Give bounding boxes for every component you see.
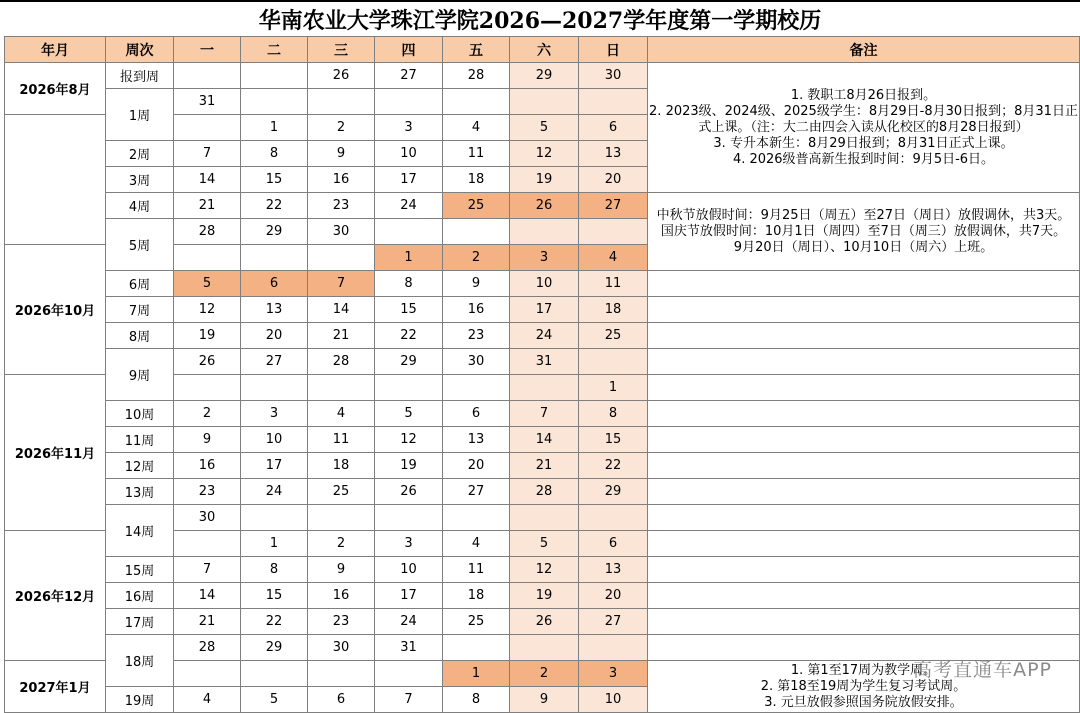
day-cell: 30 [174,505,241,531]
week-cell: 17周 [106,609,174,635]
week-cell: 1周 [106,89,174,141]
table-row [5,349,1080,375]
day-cell: 2 [443,245,510,271]
day-cell: 8 [579,401,648,427]
day-cell [443,89,510,115]
day-cell: 21 [174,193,241,219]
day-cell: 1 [241,531,308,557]
day-cell [174,661,241,687]
day-cell: 22 [579,453,648,479]
day-cell: 6 [241,271,308,297]
day-cell [579,349,648,375]
notes-empty-cell [648,297,1080,323]
day-cell: 7 [174,141,241,167]
day-cell: 9 [443,271,510,297]
day-cell: 17 [241,453,308,479]
table-row [5,583,1080,609]
day-cell: 11 [443,141,510,167]
header-cell: 周次 [106,37,174,63]
day-cell [443,375,510,401]
day-cell [174,63,241,89]
week-cell: 3周 [106,167,174,193]
day-cell: 30 [579,63,648,89]
page-title: 华南农业大学珠江学院2026—2027学年度第一学期校历 [0,0,1080,36]
day-cell: 27 [443,479,510,505]
day-cell: 8 [443,687,510,713]
day-cell: 5 [241,687,308,713]
day-cell: 13 [241,297,308,323]
day-cell [241,661,308,687]
day-cell: 6 [579,115,648,141]
notes-empty-cell [648,401,1080,427]
week-cell: 4周 [106,193,174,219]
day-cell: 18 [443,167,510,193]
day-cell [375,505,443,531]
day-cell [579,89,648,115]
day-cell: 28 [174,635,241,661]
week-cell: 7周 [106,297,174,323]
table-row [5,427,1080,453]
day-cell: 2 [308,115,375,141]
day-cell [241,245,308,271]
day-cell: 4 [579,245,648,271]
day-cell: 29 [579,479,648,505]
notes-empty-cell [648,349,1080,375]
day-cell [174,375,241,401]
day-cell: 20 [579,583,648,609]
day-cell: 9 [174,427,241,453]
notes-empty-cell [648,453,1080,479]
day-cell: 31 [375,635,443,661]
table-row [5,557,1080,583]
day-cell [308,661,375,687]
day-cell: 26 [375,479,443,505]
day-cell: 26 [174,349,241,375]
day-cell: 7 [510,401,579,427]
table-row [5,505,1080,531]
day-cell: 6 [579,531,648,557]
day-cell: 15 [241,583,308,609]
day-cell [510,375,579,401]
day-cell: 13 [579,557,648,583]
day-cell: 23 [174,479,241,505]
day-cell: 12 [375,427,443,453]
notes-empty-cell [648,323,1080,349]
day-cell: 1 [375,245,443,271]
day-cell: 10 [241,427,308,453]
day-cell: 30 [308,635,375,661]
header-cell: 备注 [648,37,1080,63]
day-cell: 25 [308,479,375,505]
week-cell: 15周 [106,557,174,583]
day-cell [510,635,579,661]
day-cell: 19 [174,323,241,349]
day-cell: 8 [241,141,308,167]
notes-empty-cell [648,375,1080,401]
day-cell: 24 [241,479,308,505]
header-cell: 二 [241,37,308,63]
day-cell: 29 [241,219,308,245]
day-cell: 14 [510,427,579,453]
day-cell: 25 [443,193,510,219]
day-cell [510,505,579,531]
day-cell: 20 [443,453,510,479]
day-cell: 27 [579,193,648,219]
week-cell: 18周 [106,635,174,687]
day-cell: 3 [241,401,308,427]
day-cell: 20 [241,323,308,349]
day-cell: 10 [375,141,443,167]
notes-empty-cell [648,609,1080,635]
week-cell: 2周 [106,141,174,167]
day-cell: 23 [308,609,375,635]
month-cell: 2026年8月 [5,63,106,115]
day-cell: 22 [241,609,308,635]
day-cell: 7 [375,687,443,713]
day-cell: 14 [174,167,241,193]
notes-cell-holidays [648,193,1080,271]
month-cell: 2027年1月 [5,661,106,713]
day-cell: 2 [510,661,579,687]
day-cell: 4 [443,115,510,141]
week-cell: 报到周 [106,63,174,89]
day-cell: 31 [510,349,579,375]
header-cell: 三 [308,37,375,63]
day-cell: 5 [510,115,579,141]
note-line: 2. 第18至19周为学生复习考试周。 [760,678,967,694]
day-cell [443,635,510,661]
day-cell [375,375,443,401]
notes-empty-cell [648,427,1080,453]
week-cell: 13周 [106,479,174,505]
day-cell: 9 [308,141,375,167]
day-cell: 12 [510,557,579,583]
day-cell: 2 [174,401,241,427]
day-cell: 31 [174,89,241,115]
day-cell: 28 [308,349,375,375]
day-cell: 30 [308,219,375,245]
day-cell: 10 [579,687,648,713]
day-cell [443,505,510,531]
day-cell: 17 [375,167,443,193]
day-cell [375,89,443,115]
day-cell [443,219,510,245]
day-cell: 2 [308,531,375,557]
day-cell: 8 [375,271,443,297]
notes-empty-cell [648,505,1080,531]
day-cell [308,89,375,115]
note-line: 1. 教职工8月26日报到。 [790,87,937,103]
watermark-text: 高考直通车APP [913,659,1052,681]
day-cell: 16 [174,453,241,479]
note-line: 国庆节放假时间：10月1日（周四）至7日（周三）放假调休，共7天。 [660,223,1067,239]
day-cell [241,505,308,531]
day-cell: 26 [510,193,579,219]
day-cell [308,505,375,531]
day-cell: 3 [579,661,648,687]
day-cell: 25 [579,323,648,349]
day-cell [308,375,375,401]
day-cell: 9 [308,557,375,583]
day-cell: 21 [510,453,579,479]
day-cell: 28 [174,219,241,245]
notes-cell-aug-sep [648,63,1080,193]
day-cell: 15 [375,297,443,323]
day-cell: 5 [375,401,443,427]
day-cell: 21 [308,323,375,349]
day-cell: 13 [579,141,648,167]
day-cell: 26 [510,609,579,635]
day-cell [174,245,241,271]
day-cell: 1 [241,115,308,141]
header-row [5,37,1080,63]
notes-empty-cell [648,557,1080,583]
day-cell: 3 [510,245,579,271]
week-cell: 12周 [106,453,174,479]
table-row [5,271,1080,297]
note-line: 3. 专升本新生：8月29日报到；8月31日正式上课。 [713,135,1014,151]
day-cell: 18 [579,297,648,323]
header-cell: 四 [375,37,443,63]
day-cell: 12 [510,141,579,167]
day-cell: 22 [241,193,308,219]
day-cell [579,219,648,245]
day-cell: 29 [375,349,443,375]
day-cell: 4 [443,531,510,557]
day-cell: 6 [443,401,510,427]
day-cell [375,219,443,245]
note-line: 4. 2026级普高新生报到时间：9月5日-6日。 [732,151,995,167]
month-cell [5,115,106,245]
day-cell: 20 [579,167,648,193]
week-cell: 16周 [106,583,174,609]
day-cell [579,505,648,531]
day-cell [174,531,241,557]
day-cell: 10 [375,557,443,583]
day-cell: 11 [579,271,648,297]
day-cell: 5 [510,531,579,557]
day-cell: 19 [510,583,579,609]
table-row [5,193,1080,219]
month-cell: 2026年12月 [5,531,106,661]
week-cell: 6周 [106,271,174,297]
day-cell: 16 [443,297,510,323]
day-cell: 6 [308,687,375,713]
day-cell: 24 [510,323,579,349]
day-cell [241,63,308,89]
day-cell: 18 [308,453,375,479]
day-cell: 11 [443,557,510,583]
day-cell [241,89,308,115]
day-cell: 27 [579,609,648,635]
notes-empty-cell [648,531,1080,557]
school-calendar-table [4,36,1080,713]
day-cell: 19 [510,167,579,193]
day-cell: 15 [579,427,648,453]
week-cell: 19周 [106,687,174,713]
day-cell: 1 [443,661,510,687]
day-cell: 28 [510,479,579,505]
table-row [5,63,1080,89]
day-cell: 7 [308,271,375,297]
month-cell: 2026年11月 [5,375,106,531]
day-cell: 16 [308,167,375,193]
day-cell: 17 [510,297,579,323]
day-cell: 4 [174,687,241,713]
table-row [5,609,1080,635]
day-cell: 29 [241,635,308,661]
day-cell: 27 [375,63,443,89]
day-cell: 4 [308,401,375,427]
notes-empty-cell [648,479,1080,505]
header-cell: 年月 [5,37,106,63]
day-cell: 26 [308,63,375,89]
table-row [5,401,1080,427]
day-cell: 18 [443,583,510,609]
day-cell: 7 [174,557,241,583]
day-cell: 22 [375,323,443,349]
day-cell: 5 [174,271,241,297]
notes-empty-cell [648,271,1080,297]
table-row [5,479,1080,505]
day-cell: 29 [510,63,579,89]
header-cell: 五 [443,37,510,63]
note-line: 1. 第1至17周为教学周。 [790,662,937,678]
day-cell: 23 [308,193,375,219]
table-row [5,297,1080,323]
day-cell: 16 [308,583,375,609]
day-cell: 8 [241,557,308,583]
header-cell: 一 [174,37,241,63]
note-line: 中秋节放假时间：9月25日（周五）至27日（周日）放假调休，共3天。 [656,207,1071,223]
day-cell [510,89,579,115]
table-row [5,453,1080,479]
month-cell: 2026年10月 [5,245,106,375]
week-cell: 5周 [106,219,174,271]
day-cell: 19 [375,453,443,479]
day-cell: 10 [510,271,579,297]
day-cell: 17 [375,583,443,609]
week-cell: 9周 [106,349,174,401]
header-cell: 日 [579,37,648,63]
week-cell: 8周 [106,323,174,349]
day-cell: 14 [308,297,375,323]
day-cell: 9 [510,687,579,713]
day-cell: 28 [443,63,510,89]
week-cell: 10周 [106,401,174,427]
day-cell: 13 [443,427,510,453]
day-cell: 21 [174,609,241,635]
header-cell: 六 [510,37,579,63]
note-line: 3. 元旦放假参照国务院放假安排。 [764,694,963,710]
notes-empty-cell [648,583,1080,609]
day-cell: 30 [443,349,510,375]
day-cell: 25 [443,609,510,635]
day-cell: 23 [443,323,510,349]
note-line: 2. 2023级、2024级、2025级学生：8月29日-8月30日报到；8月31日正式上课。（注：大二由四会入读从化校区的8月28日报到） [649,103,1078,135]
day-cell: 24 [375,609,443,635]
week-cell: 11周 [106,427,174,453]
day-cell [241,375,308,401]
table-row [5,323,1080,349]
day-cell [579,635,648,661]
day-cell: 15 [241,167,308,193]
day-cell: 3 [375,115,443,141]
day-cell [174,115,241,141]
day-cell [308,245,375,271]
day-cell: 3 [375,531,443,557]
day-cell: 12 [174,297,241,323]
day-cell: 11 [308,427,375,453]
day-cell: 27 [241,349,308,375]
day-cell: 1 [579,375,648,401]
day-cell [510,219,579,245]
day-cell: 14 [174,583,241,609]
day-cell: 24 [375,193,443,219]
day-cell [375,661,443,687]
note-line: 9月20日（周日）、10月10日（周六）上班。 [733,239,994,255]
week-cell: 14周 [106,505,174,557]
